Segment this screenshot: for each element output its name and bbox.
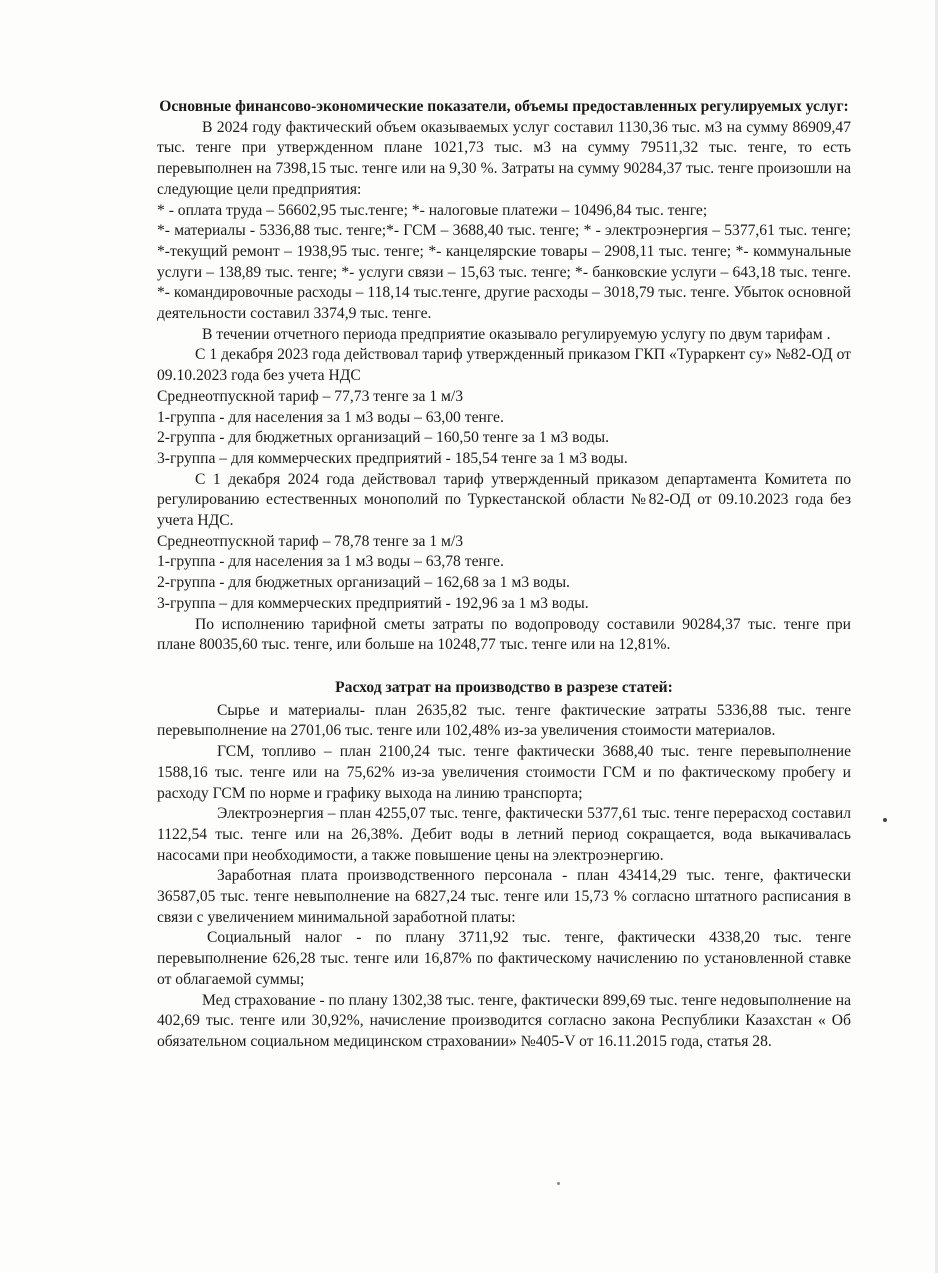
paragraph-materials: Сырье и материалы- план 2635,82 тыс. тенге фактические затраты 5336,88 тыс. тенге перевыполнение на 2701,06 тыс. тенге или 102,48% из-за увеличения стоимости материалов. (157, 701, 851, 740)
tariff-2024-group1: 1-группа - для населения за 1 м3 воды – 63,78 тенге. (157, 553, 504, 571)
scan-speck (557, 1182, 560, 1185)
tariff-2023-group2: 2-группа - для бюджетных организаций – 160,50 тенге за 1 м3 воды. (157, 429, 610, 447)
tariff-2024-group2: 2-группа - для бюджетных организаций – 162,68 за 1 м3 воды. (157, 574, 570, 592)
scan-speck (883, 818, 887, 822)
tariff-2023-group3: 3-группа – для коммерческих предприятий - 185,54 тенге за 1 м3 воды. (157, 449, 628, 467)
paragraph-tariffs-intro: В течении отчетного периода предприятие оказывало регулируемую услугу по двум тарифам . (202, 325, 831, 343)
paragraph-salary: Заработная плата производственного персонала - план 43414,29 тыс. тенге, фактически 36587,05 тыс. тенге невыполнение на 6827,24 тыс. тенге или 15,73 % согласно штатного расписания в связи с увеличением минимальной заработной платы: (157, 867, 851, 926)
paragraph-tariff-2024: С 1 декабря 2024 года действовал тариф утвержденный приказом департамента Комитета по регулированию естественных монополий по Туркестанской области №82-ОД от 09.10.2023 года без учета НДС. (157, 470, 851, 530)
tariff-2023-average: Среднеотпускной тариф – 77,73 тенге за 1 м/3 (157, 387, 464, 405)
document-body (157, 97, 851, 1053)
paragraph-social-tax: Социальный налог - по плану 3711,92 тыс. тенге, фактически 4338,20 тыс. тенге перевыполнение 626,28 тыс. тенге или 16,87% по фактическому начислению по установленной ставке от облагаемой суммы; (157, 929, 851, 988)
tariff-2024-group3: 3-группа – для коммерческих предприятий - 192,96 за 1 м3 воды. (157, 594, 589, 612)
paragraph-tariff-2023: С 1 декабря 2023 года действовал тариф утвержденный приказом ГКП «Тураркент су» №82-ОД от 09.10.2023 года без учета НДС (157, 346, 851, 385)
paragraph-electricity: Электроэнергия – план 4255,07 тыс. тенге, фактически 5377,61 тыс. тенге перерасход составил 1122,54 тыс. тенге или на 26,38%. Дебит воды в летний период сокращается, вода выкачивалась насосами при необходимости, а также повышение цены на электроэнергию. (157, 805, 851, 864)
document-title: Основные финансово-экономические показатели, объемы предоставленных регулируемых услуг: (159, 98, 849, 115)
paragraph-costs-line1: * - оплата труда – 56602,95 тыс.тенге; *- налоговые платежи – 10496,84 тыс. тенге; (157, 201, 708, 219)
paragraph-medical-insurance: Мед страхование - по плану 1302,38 тыс. тенге, фактически 899,69 тыс. тенге недовыполнение на 402,69 тыс. тенге или 30,92%, начисление производится согласно закона Республики Казахстан « Об обязательном социальном медицинском страховании» №405-V от 16.11.2015 года, статья 28. (157, 991, 851, 1050)
paragraph-volume-summary: В 2024 году фактический объем оказываемых услуг составил 1130,36 тыс. м3 на сумму 86909,47 тыс. тенге при утвержденном плане 1021,73 тыс. м3 на сумму 79511,32 тыс. тенге, то есть перевыполнен на 7398,15 тыс. тенге или на 9,30 %. Затраты на сумму 90284,37 тыс. тенге произошли на следующие цели предприятия: (157, 118, 851, 198)
section-title-costs: Расход затрат на производство в разрезе статей: (335, 678, 673, 696)
paragraph-fuel: ГСМ, топливо – план 2100,24 тыс. тенге фактически 3688,40 тыс. тенге перевыполнение 1588,16 тыс. тенге или на 75,62% из-за увеличения стоимости ГСМ и по фактическому пробегу и расходу ГСМ по норме и графику выхода на линию транспорта; (157, 743, 851, 802)
paragraph-tariff-estimate: По исполнению тарифной сметы затраты по водопроводу составили 90284,37 тыс. тенге при плане 80035,60 тыс. тенге, или больше на 10248,77 тыс. тенге или на 12,81%. (157, 615, 851, 654)
paragraph-costs-line2: *- материалы - 5336,88 тыс. тенге;*- ГСМ – 3688,40 тыс. тенге; * - электроэнергия – 5377,61 тыс. тенге; *-текущий ремонт – 1938,95 тыс. тенге; *- канцелярские товары – 2908,11 тыс. тенге; *- коммунальные услуги – 138,89 тыс. тенге; *- услуги связи – 15,63 тыс. тенге; *- банковские услуги – 643,18 тыс. тенге. *- командировочные расходы – 118,14 тыс.тенге, другие расходы – 3018,79 тыс. тенге. Убыток основной деятельности составил 3374,9 тыс. тенге. (157, 222, 851, 323)
tariff-2023-group1: 1-группа - для населения за 1 м3 воды – 63,00 тенге. (157, 408, 504, 426)
tariff-2024-average: Среднеотпускной тариф – 78,78 тенге за 1 м/3 (157, 532, 464, 550)
